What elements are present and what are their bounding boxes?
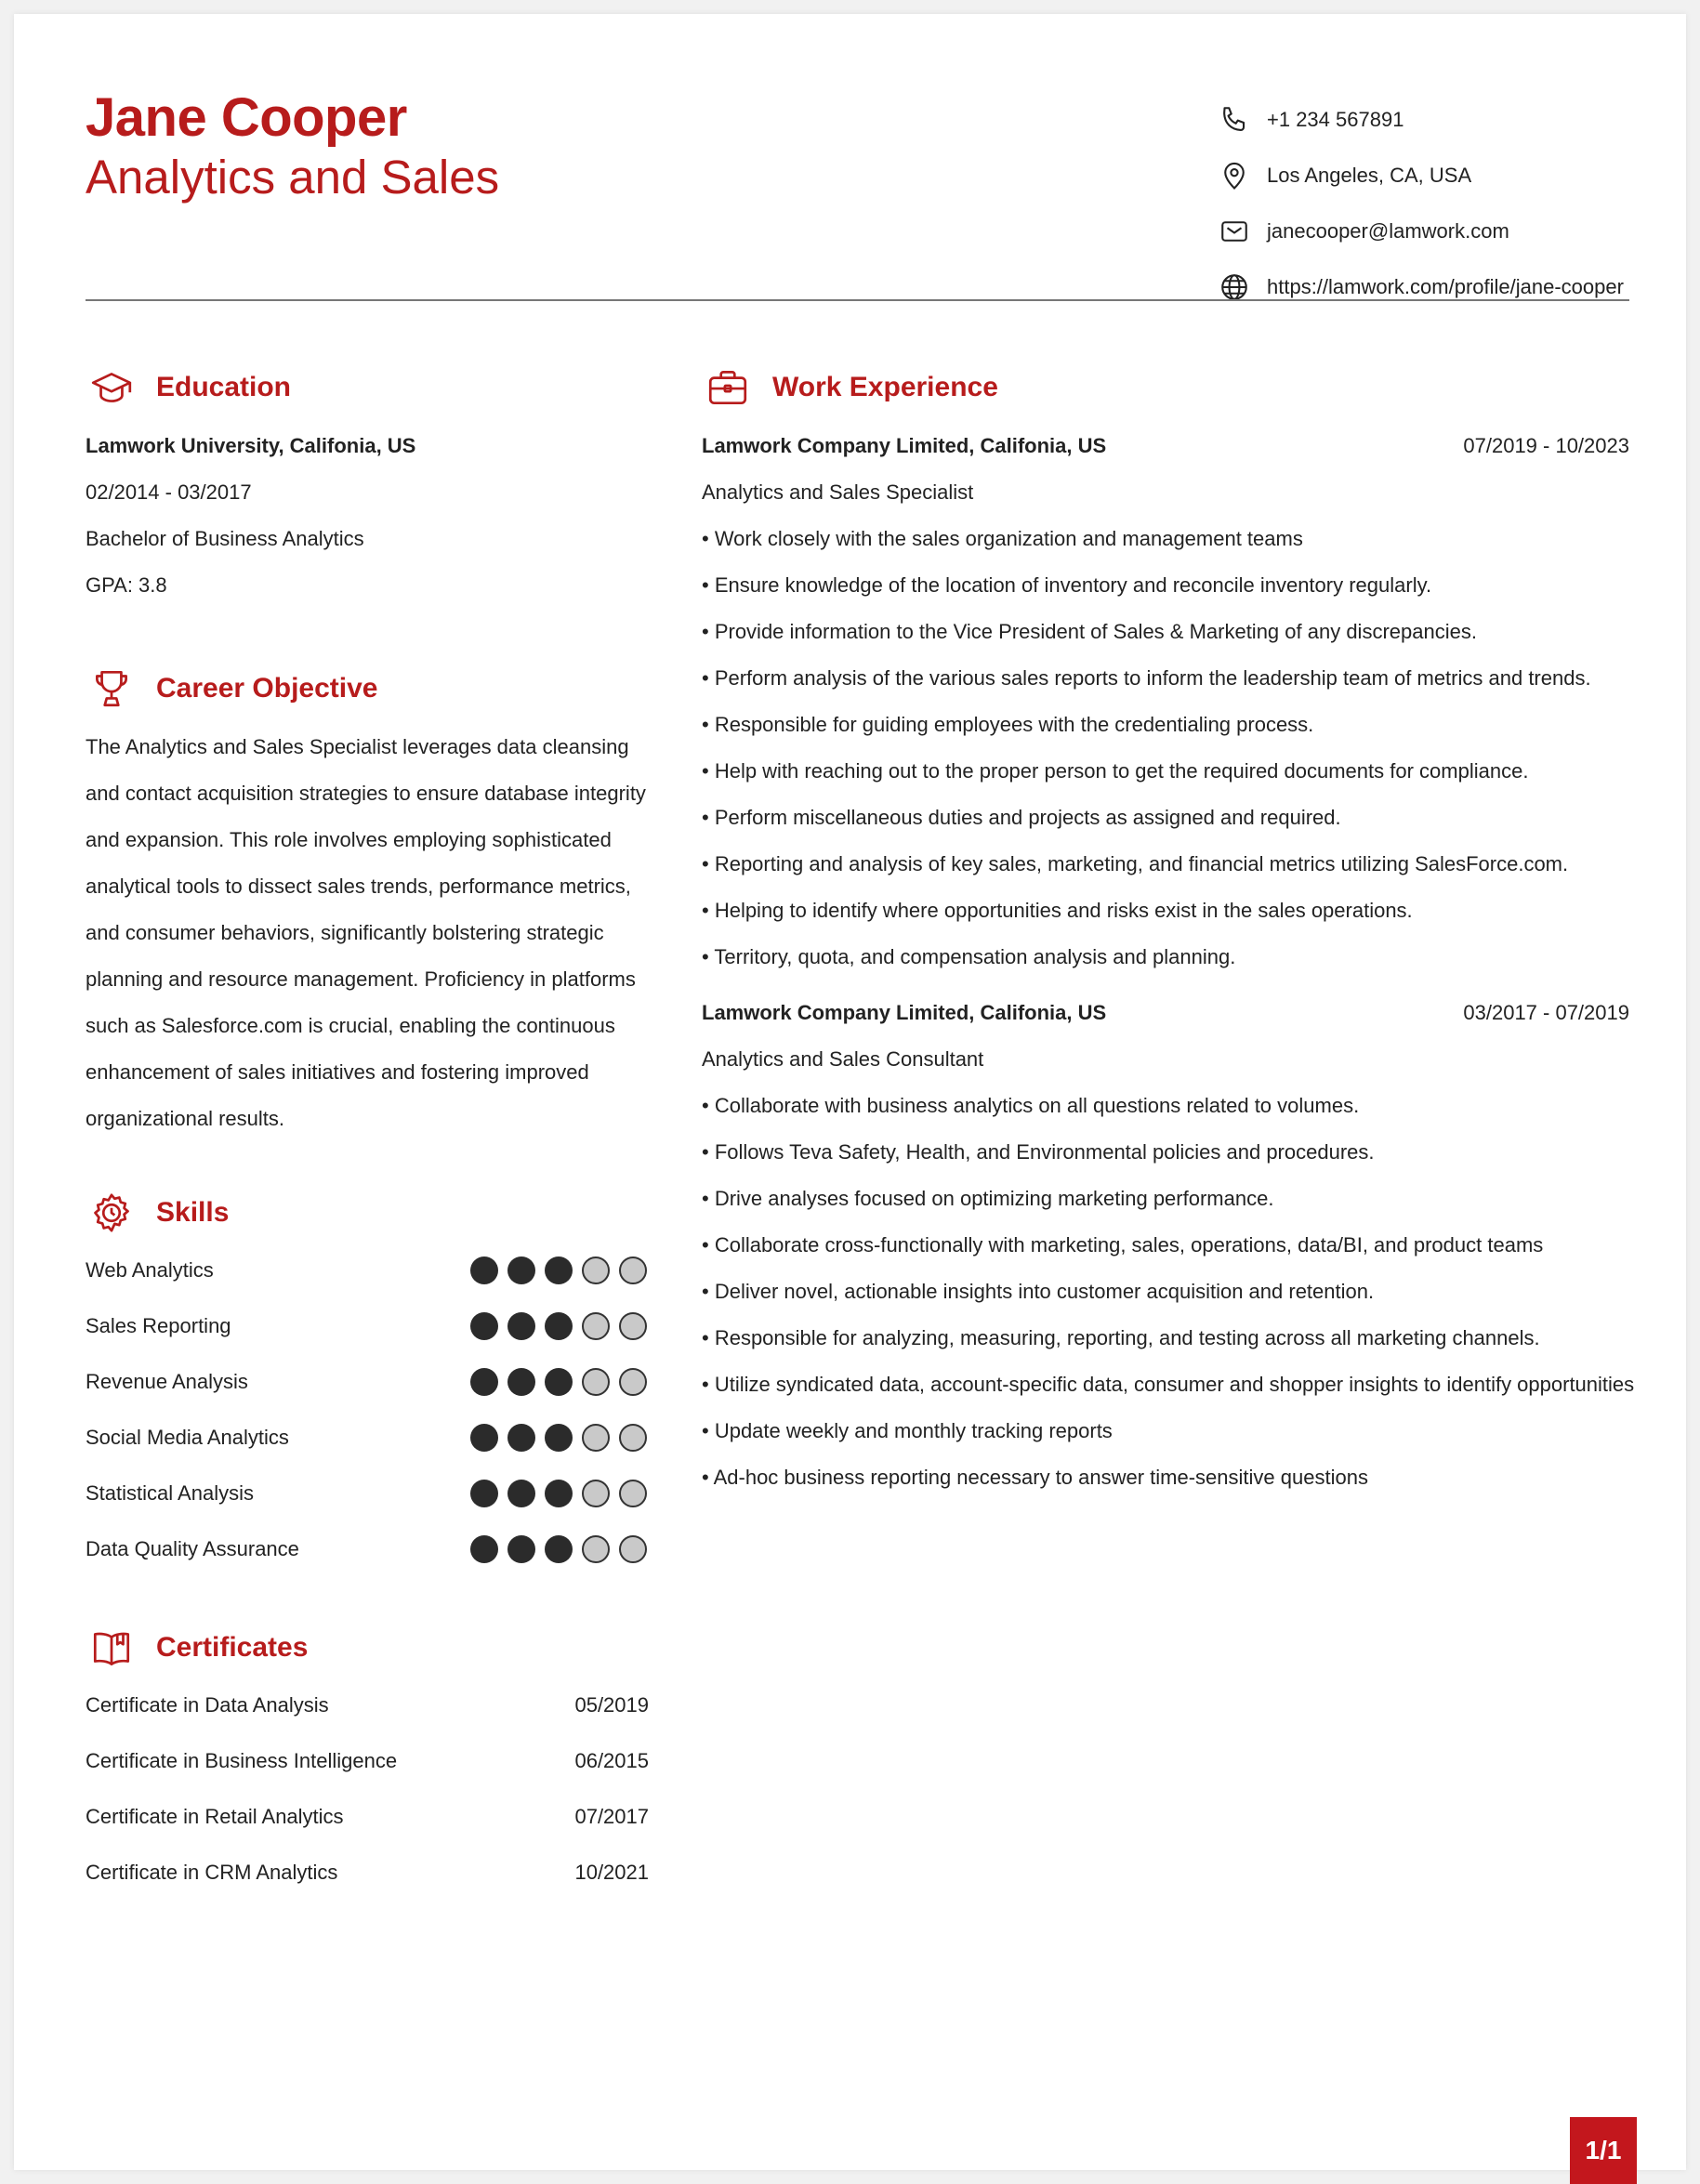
resume-page [14,14,1686,2170]
skills-heading [86,1185,649,1241]
job-dates: 03/2017 - 07/2019 [1463,1001,1629,1024]
rating-dot-filled [545,1368,573,1396]
contact-email [1217,204,1624,259]
skill-rating [470,1424,647,1452]
rating-dot-filled [507,1368,535,1396]
job-bullet: • Work closely with the sales organization and management teams [702,527,1303,550]
certificate-name: Certificate in Business Intelligence [86,1749,398,1772]
location-text: Los Angeles, CA, USA [1267,164,1472,187]
rating-dot-empty [619,1535,647,1563]
career-objective-title: Career Objective [156,673,378,704]
certificate-date: 06/2015 [574,1749,649,1772]
education-section [86,360,649,609]
job-bullet: • Help with reaching out to the proper person to get the required documents for compliance. [702,759,1529,783]
contact-website [1217,259,1624,315]
job-bullet: • Territory, quota, and compensation analysis and planning. [702,945,1236,968]
objective-line: analytical tools to dissect sales trends, performance metrics, [86,875,631,898]
rating-dot-filled [507,1480,535,1507]
job-bullet: • Ad-hoc business reporting necessary to answer time-sensitive questions [702,1466,1368,1489]
certificate-date: 10/2021 [574,1861,649,1884]
education-degree: Bachelor of Business Analytics [86,527,364,550]
work-experience-heading [702,360,1629,415]
rating-dot-empty [582,1535,610,1563]
email-text[interactable]: janecooper@lamwork.com [1267,219,1509,243]
rating-dot-filled [507,1312,535,1340]
skill-name: Data Quality Assurance [86,1537,299,1560]
briefcase-icon [702,362,754,414]
rating-dot-empty [582,1256,610,1284]
skill-row [86,1298,649,1354]
rating-dot-filled [470,1312,498,1340]
objective-line: and contact acquisition strategies to ensure database integrity [86,782,646,805]
certificates-title: Certificates [156,1632,309,1663]
rating-dot-empty [582,1480,610,1507]
job-bullet: • Collaborate with business analytics on all questions related to volumes. [702,1094,1360,1117]
rating-dot-filled [507,1535,535,1563]
objective-line: and consumer behaviors, significantly bolstering strategic [86,921,604,944]
contact-location [1217,148,1624,204]
job-company: Lamwork Company Limited, Califonia, US [702,434,1107,457]
education-dates: 02/2014 - 03/2017 [86,480,252,504]
skill-rating [470,1535,647,1563]
skill-name: Revenue Analysis [86,1370,248,1393]
skill-row [86,1466,649,1521]
job-header [702,423,1629,469]
skill-name: Web Analytics [86,1258,214,1282]
rating-dot-empty [582,1312,610,1340]
job-bullet: • Perform miscellaneous duties and projects as assigned and required. [702,806,1341,829]
certificate-row [86,1733,649,1789]
job-bullet: • Reporting and analysis of key sales, marketing, and financial metrics utilizing SalesForce.com. [702,852,1569,875]
rating-dot-filled [545,1312,573,1340]
rating-dot-empty [619,1480,647,1507]
rating-dot-empty [619,1312,647,1340]
job-bullet: • Drive analyses focused on optimizing marketing performance. [702,1187,1274,1210]
job-bullet: • Provide information to the Vice President of Sales & Marketing of any discrepancies. [702,620,1477,643]
skill-rating [470,1256,647,1284]
job-bullet: • Collaborate cross-functionally with marketing, sales, operations, data/BI, and product teams [702,1233,1544,1256]
certificates-section [86,1620,649,1901]
rating-dot-empty [582,1368,610,1396]
page-indicator: 1/1 [1570,2117,1637,2184]
graduation-cap-icon [86,362,138,414]
job-bullet: • Utilize syndicated data, account-specific data, consumer and shopper insights to identify opportunities [702,1373,1635,1396]
job-bullet: • Follows Teva Safety, Health, and Environmental policies and procedures. [702,1140,1375,1164]
skill-name: Sales Reporting [86,1314,231,1337]
envelope-icon [1217,214,1252,249]
job-bullet: • Helping to identify where opportunities and risks exist in the sales operations. [702,899,1413,922]
skill-name: Social Media Analytics [86,1426,289,1449]
certificate-row [86,1677,649,1733]
trophy-icon [86,663,138,715]
job-bullet: • Deliver novel, actionable insights into customer acquisition and retention. [702,1280,1375,1303]
skills-title: Skills [156,1197,230,1228]
skill-row [86,1243,649,1298]
objective-line: enhancement of sales initiatives and fostering improved [86,1060,589,1084]
certificate-name: Certificate in Retail Analytics [86,1805,344,1828]
certificates-heading [86,1620,649,1676]
certificate-row [86,1789,649,1845]
skill-row [86,1521,649,1577]
certificate-date: 07/2017 [574,1805,649,1828]
job-entry [702,423,1629,980]
rating-dot-filled [507,1256,535,1284]
education-title: Education [156,372,292,402]
skill-rating [470,1368,647,1396]
skills-section [86,1185,649,1577]
job-bullet: • Update weekly and monthly tracking reports [702,1419,1113,1442]
rating-dot-empty [619,1368,647,1396]
job-bullet: • Perform analysis of the various sales reports to inform the leadership team of metrics and trends. [702,666,1591,690]
skill-rating [470,1480,647,1507]
skills-list [86,1243,649,1577]
job-company: Lamwork Company Limited, Califonia, US [702,1001,1107,1024]
career-objective-section [86,661,649,1142]
career-objective-heading [86,661,649,717]
job-bullet: • Ensure knowledge of the location of inventory and reconcile inventory regularly. [702,573,1432,597]
left-column [86,360,649,1901]
rating-dot-filled [470,1535,498,1563]
education-school: Lamwork University, Califonia, US [86,434,416,457]
candidate-name: Jane Cooper [86,87,407,148]
rating-dot-filled [470,1480,498,1507]
gear-icon [86,1187,138,1239]
rating-dot-empty [619,1424,647,1452]
rating-dot-filled [545,1480,573,1507]
objective-line: The Analytics and Sales Specialist leverages data cleansing [86,735,629,758]
job-bullet: • Responsible for guiding employees with the credentialing process. [702,713,1314,736]
header-divider [86,299,1629,301]
objective-line: such as Salesforce.com is crucial, enabling the continuous [86,1014,615,1037]
rating-dot-filled [545,1256,573,1284]
rating-dot-empty [582,1424,610,1452]
skill-row [86,1354,649,1410]
objective-line: and expansion. This role involves employing sophisticated [86,828,612,851]
phone-icon [1217,102,1252,138]
education-gpa: GPA: 3.8 [86,573,167,597]
contact-list [1217,92,1624,315]
certificate-row [86,1845,649,1901]
rating-dot-filled [545,1424,573,1452]
work-experience-title: Work Experience [772,372,998,402]
rating-dot-filled [470,1368,498,1396]
rating-dot-empty [619,1256,647,1284]
rating-dot-filled [507,1424,535,1452]
rating-dot-filled [470,1424,498,1452]
job-dates: 07/2019 - 10/2023 [1463,434,1629,457]
skill-rating [470,1312,647,1340]
location-pin-icon [1217,158,1252,193]
contact-phone [1217,92,1624,148]
objective-line: planning and resource management. Proficiency in platforms [86,967,636,991]
certificate-name: Certificate in CRM Analytics [86,1861,338,1884]
book-icon [86,1622,138,1674]
rating-dot-filled [545,1535,573,1563]
job-entry [702,990,1635,1501]
phone-text: +1 234 567891 [1267,108,1404,131]
skill-name: Statistical Analysis [86,1481,254,1505]
right-column [702,360,1635,1501]
objective-line: organizational results. [86,1107,285,1130]
career-objective-text [86,724,649,1142]
job-bullet: • Responsible for analyzing, measuring, reporting, and testing across all marketing channels. [702,1326,1540,1349]
candidate-title: Analytics and Sales [86,151,500,204]
certificate-name: Certificate in Data Analysis [86,1693,329,1717]
skill-row [86,1410,649,1466]
website-link[interactable]: https://lamwork.com/profile/jane-cooper [1267,275,1624,298]
job-role: Analytics and Sales Consultant [702,1047,984,1071]
job-role: Analytics and Sales Specialist [702,480,974,504]
rating-dot-filled [470,1256,498,1284]
job-header [702,990,1629,1036]
education-heading [86,360,649,415]
certificate-date: 05/2019 [574,1693,649,1717]
